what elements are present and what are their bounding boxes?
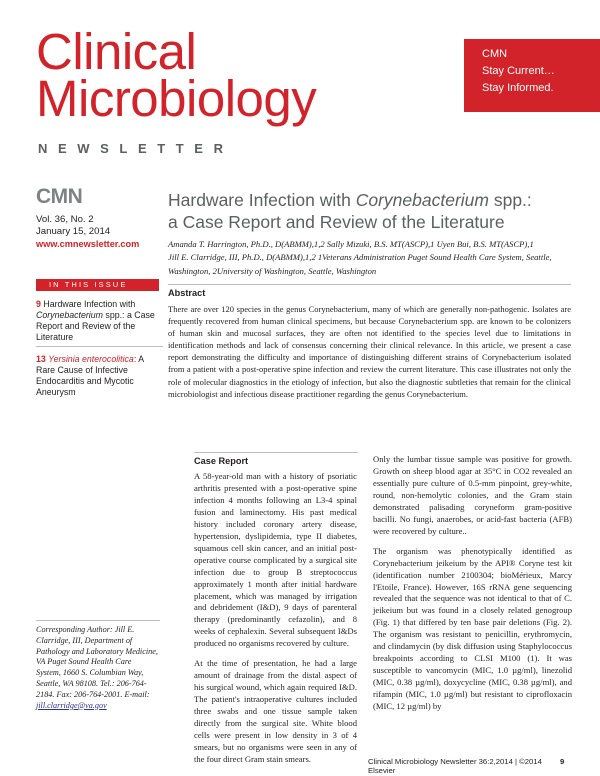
email-link[interactable]: jill.clarridge@va.gov [36,700,107,710]
authors-line-3: Washington, 2University of Washington, Seattle, Washington [168,265,377,276]
authors-line-2: Jill E. Clarridge, III, Ph.D., D(ABMM),1,2 1Veterans Administration Puget Sound Health Care System, Seattle, [168,252,552,263]
paragraph: At the time of presentation, he had a large amount of drainage from the distal aspect of his surgical wound, which again required I&D. The patient's intraoperative cultures included three swabs and one tissue sample taken directly from the surgical site. White blood cells were present in low density in 3 of 4 smears, but no organisms were seen in any of the four direct Gram stain smears. [194,658,357,764]
title-genus: Corynebacterium [355,190,489,210]
toc-item[interactable] [36,354,163,398]
toc-item[interactable] [36,299,163,343]
correspondence-text: Corresponding Author: Jill E. Clarridge, III, Department of Pathology and Laboratory Medicine, VA Puget Sound Health Care System, 1660 S. Columbian Way, Seattle, WA 98108. Tel.: 206-764-2184. Fax: 206-764-2001. E-mail: [36,625,158,699]
in-this-issue-banner: IN THIS ISSUE [36,279,159,291]
title-part1: Hardware Infection with [168,190,356,210]
authors-line-1: Amanda T. Harrington, Ph.D., D(ABMM),1,2 Sally Mizuki, B.S. MT(ASCP),1 Uyen Bui, B.S. MT(ASCP),1 [168,239,534,249]
body-column-left [194,471,357,774]
title-line2: a Case Report and Review of the Literature [168,211,505,232]
paragraph: The organism was phenotypically identified as Corynebacterium jeikeium by the API® Coryne test kit (identification number 2100304; bioMérieux, Marcy l'Etoile, France). However, 16S rRNA gene sequencing revealed that the sequence was not identical to that of C. jeikeium but was found in a closely related genogroup (Fig. 1) that differed by ten base pair deletions (Fig. 2). The organism was resistant to penicillin, erythromycin, and clindamycin (by disk diffusion using Staphylococcus breakpoints according to CLSI M100 (1). It was susceptible to vancomycin (MIC, 1.0 µg/ml), linezolid (MIC, 0.38 µg/ml), doxycycline (MIC, 0.38 µg/ml), and rifampin (MIC, 1.0 µg/ml) but resistant to ciprofloxacin (MIC, 12 µg/ml) by [373,545,572,712]
abstract-rule [168,284,571,285]
paragraph: Only the lumbar tissue sample was positive for growth. Growth on sheep blood agar at 35°C in CO2 revealed an essentially pure culture of 0.5-mm pinpoint, grey-white, round, non-hemolytic colonies, and the Gram stain demonstrated palisading coryneform gram-positive bacilli. No fungi, anaerobes, or acid-fast bacteria (AFB) were recovered by culture.. [373,454,572,536]
article-title [168,190,588,233]
promo-box [464,39,600,112]
issue-date: January 15, 2014 [36,226,111,237]
case-report-rule [194,452,358,453]
journal-title-line1: Clinical [36,23,197,80]
body-column-right [373,454,572,721]
correspondence-divider [36,620,160,621]
toc-title-italic: Yersinia enterocolitica [48,354,134,364]
toc-page-number: 13 [36,354,46,364]
cmn-logo: CMN [36,185,83,208]
page-footer [368,757,568,775]
title-part2: spp.: [488,190,532,210]
abstract-text: There are over 120 species in the genus Corynebacterium, many of which are generally non-pathogenic. Isolates are frequently recovered from human clinical specimens, but because Corynebacterium spp. are known to be colonizers of human skin and mucosal surfaces, they are often not identified to the species level due to limitations in identification methods and lack of consensus concerning their clinical relevance. In this article, we present a case report demonstrating the difficulty and importance of distinguishing different strains of Corynebacterium isolated from a patient with a post-operative spine infection and review the current literature. This case illustrates not only the role of molecular diagnostics in the etiology of infection, but also the diagnostic subtleties that remain for the clinical microbiologist and infectious disease practitioner regarding the genus Corynebacterium. [168,304,571,399]
abstract-heading: Abstract [168,288,206,298]
toc-divider [36,346,163,347]
website-link[interactable]: www.cmnewsletter.com [36,239,140,249]
promo-line-3: Stay Informed. [482,82,554,94]
issue-volume: Vol. 36, No. 2 [36,214,94,225]
journal-title [36,23,476,127]
author-list [168,238,568,278]
toc-title: Hardware Infection with [43,299,136,309]
correspondence-note [36,625,158,711]
footer-text: Clinical Microbiology Newsletter 36:2,2014 | ©2014 Elsevier [368,757,542,775]
toc-title-italic: Corynebacterium [36,310,103,320]
journal-title-line2: Microbiology [36,70,317,127]
paragraph: A 58-year-old man with a history of psoriatic arthritis presented with a post-operative spine infection 4 months following an L3-4 spinal fusion and laminectomy. His past medical history included coronary artery disease, hypertension, dyslipidemia, type II diabetes, squamous cell skin cancer, and an initial post-operative course complicated by a surgical site infection due to group B streptococcus approximately 1 month after initial hardware placement, which was managed by irrigation and debridement (I&D), 9 days of parenteral therapy (predominantly cefazolin), and 8 weeks of cephalexin. Several subsequent I&Ds produced no organisms recovered by culture. [194,471,357,649]
toc-title-rest: : A Rare Cause of Infective Endocarditis and Mycotic Aneurysm [36,354,144,397]
page-number: 9 [560,757,565,766]
toc-page-number: 9 [36,299,41,309]
issue-info [36,214,110,238]
case-report-heading: Case Report [194,456,249,466]
promo-line-2: Stay Current… [482,65,555,77]
promo-line-1: CMN [482,48,508,60]
toc-title-rest: spp.: a Case Report and Review of the Literature [36,310,155,342]
newsletter-label: NEWSLETTER [38,141,234,156]
